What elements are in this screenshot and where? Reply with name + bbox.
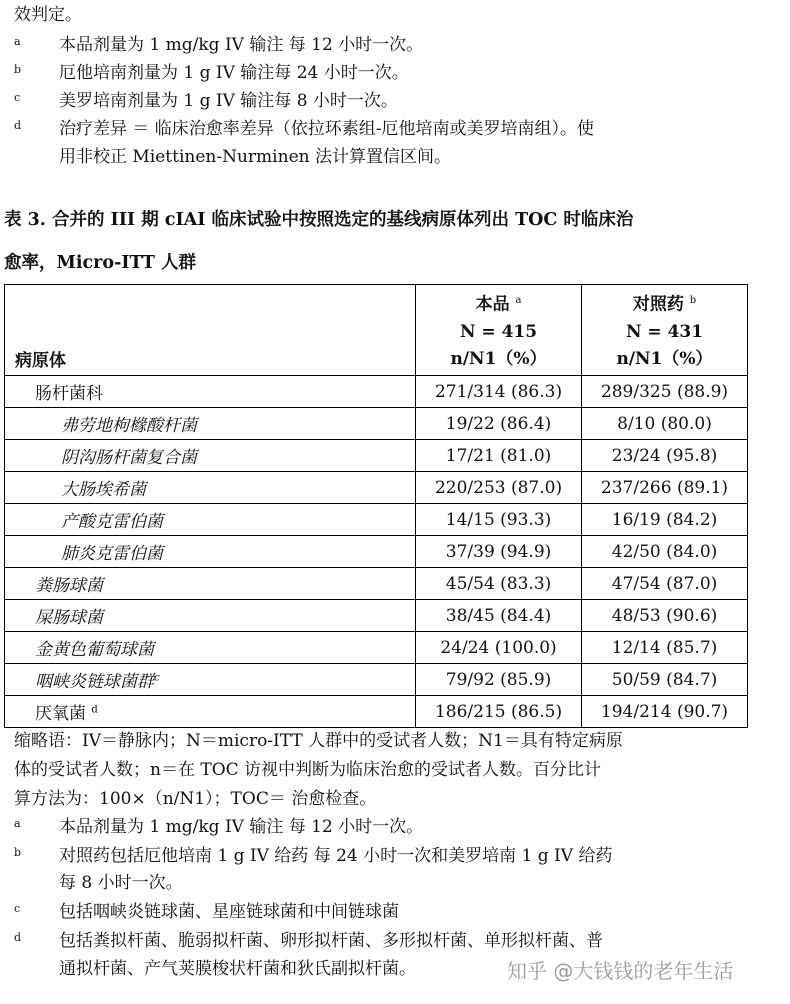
header-study-drug-unit: n/N1（%） <box>450 349 547 369</box>
comparator-value: 50/59 (84.7) <box>582 664 748 696</box>
footnote-text: 治疗差异 ＝ 临床治愈率差异（依拉环素组-厄他培南或美罗培南组）。使 <box>59 119 595 139</box>
comparator-value: 12/14 (85.7) <box>582 632 748 664</box>
table-row <box>5 568 748 600</box>
study-drug-value: 19/22 (86.4) <box>416 408 582 440</box>
pathogen-name: 金黄色葡萄球菌 <box>5 632 416 664</box>
header-comparator-name: 对照药 <box>632 295 684 315</box>
study-drug-value: 17/21 (81.0) <box>416 440 582 472</box>
footnote-text: 通拟杆菌、产气荚膜梭状杆菌和狄氏副拟杆菌。 <box>59 959 416 979</box>
study-drug-value: 24/24 (100.0) <box>416 632 582 664</box>
table-row <box>5 696 748 728</box>
table-row <box>5 536 748 568</box>
comparator-value: 16/19 (84.2) <box>582 504 748 536</box>
pathogen-name: 咽峡炎链球菌群$^c$ <box>5 664 416 696</box>
table-title-line-2: 愈率，Micro-ITT 人群 <box>4 253 197 273</box>
pathogen-name: 肺炎克雷伯菌 <box>5 536 416 568</box>
footnote-mark: a <box>14 35 21 48</box>
footnote-mark: b <box>14 63 22 76</box>
footnote-text: 用非校正 Miettinen-Nurminen 法计算置信区间。 <box>59 147 451 167</box>
header-comparator-n: N = 431 <box>625 322 704 342</box>
comparator-value: 8/10 (80.0) <box>582 408 748 440</box>
footnote-mark: d <box>14 119 22 132</box>
header-pathogen: 病原体 <box>5 285 416 376</box>
pathogen-name: 厌氧菌 $^d$ <box>5 696 416 728</box>
study-drug-value: 220/253 (87.0) <box>416 472 582 504</box>
comparator-value: 48/53 (90.6) <box>582 600 748 632</box>
study-drug-value: 79/92 (85.9) <box>416 664 582 696</box>
table-row <box>5 472 748 504</box>
table-row <box>5 664 748 696</box>
footnote-mark: c <box>14 91 21 104</box>
header-comparator <box>582 285 748 376</box>
table-header-row <box>5 285 748 376</box>
abbreviation-line-1: 缩略语：IV＝静脉内；N＝micro-ITT 人群中的受试者人数；N1＝具有特定病原 <box>14 731 623 751</box>
pathogen-name: 阴沟肠杆菌复合菌 <box>5 440 416 472</box>
table-row <box>5 632 748 664</box>
footnote-mark: d <box>14 931 22 944</box>
table-row <box>5 440 748 472</box>
footnote-text: 对照药包括厄他培南 1 g IV 给药 每 24 小时一次和美罗培南 1 g IV 给药 <box>59 846 613 866</box>
header-mark: a <box>515 295 522 307</box>
footnote-text: 包括咽峡炎链球菌、星座链球菌和中间链球菌 <box>59 902 399 922</box>
table-row <box>5 504 748 536</box>
comparator-value: 42/50 (84.0) <box>582 536 748 568</box>
footnote-mark: a <box>14 817 21 830</box>
header-study-drug-n: N = 415 <box>459 322 538 342</box>
pathogen-cure-rate-table <box>4 284 748 728</box>
abbreviation-line-2: 体的受试者人数；n＝在 TOC 访视中判断为临床治愈的受试者人数。百分比计 <box>14 760 602 780</box>
table-row <box>5 408 748 440</box>
table-row <box>5 376 748 408</box>
study-drug-value: 38/45 (84.4) <box>416 600 582 632</box>
abbreviation-line-3: 算方法为：100×（n/N1）；TOC＝ 治愈检查。 <box>14 789 377 809</box>
pathogen-name: 弗劳地枸橼酸杆菌 <box>5 408 416 440</box>
comparator-value: 23/24 (95.8) <box>582 440 748 472</box>
footnote-text: 包括粪拟杆菌、脆弱拟杆菌、卵形拟杆菌、多形拟杆菌、单形拟杆菌、普 <box>59 931 603 951</box>
footnote-mark: b <box>14 846 22 859</box>
header-mark: b <box>689 295 697 307</box>
comparator-value: 194/214 (90.7) <box>582 696 748 728</box>
row-mark: c <box>154 672 160 684</box>
header-study-drug-name: 本品 <box>475 295 510 315</box>
pathogen-name: 肠杆菌科 <box>5 376 416 408</box>
pathogen-name: 粪肠球菌 <box>5 568 416 600</box>
comparator-value: 289/325 (88.9) <box>582 376 748 408</box>
continued-text: 效判定。 <box>14 5 82 25</box>
header-study-drug <box>416 285 582 376</box>
footnote-text: 本品剂量为 1 mg/kg IV 输注 每 12 小时一次。 <box>59 35 424 55</box>
footnote-text: 本品剂量为 1 mg/kg IV 输注 每 12 小时一次。 <box>59 817 424 837</box>
footnote-text: 每 8 小时一次。 <box>59 873 183 893</box>
study-drug-value: 271/314 (86.3) <box>416 376 582 408</box>
footnote-text: 厄他培南剂量为 1 g IV 输注每 24 小时一次。 <box>59 63 409 83</box>
pathogen-name: 大肠埃希菌 <box>5 472 416 504</box>
header-comparator-unit: n/N1（%） <box>616 349 713 369</box>
study-drug-value: 45/54 (83.3) <box>416 568 582 600</box>
footnote-text: 美罗培南剂量为 1 g IV 输注每 8 小时一次。 <box>59 91 398 111</box>
table-row <box>5 600 748 632</box>
pathogen-name: 产酸克雷伯菌 <box>5 504 416 536</box>
comparator-value: 47/54 (87.0) <box>582 568 748 600</box>
study-drug-value: 14/15 (93.3) <box>416 504 582 536</box>
table-title-line-1: 表 3. 合并的 III 期 cIAI 临床试验中按照选定的基线病原体列出 TOC 时临床治 <box>4 210 634 230</box>
row-mark: d <box>91 704 98 716</box>
footnote-mark: c <box>14 902 21 915</box>
study-drug-value: 186/215 (86.5) <box>416 696 582 728</box>
study-drug-value: 37/39 (94.9) <box>416 536 582 568</box>
zhihu-watermark: 知乎 @大钱钱的老年生活 <box>507 959 734 983</box>
pathogen-name: 屎肠球菌 <box>5 600 416 632</box>
comparator-value: 237/266 (89.1) <box>582 472 748 504</box>
